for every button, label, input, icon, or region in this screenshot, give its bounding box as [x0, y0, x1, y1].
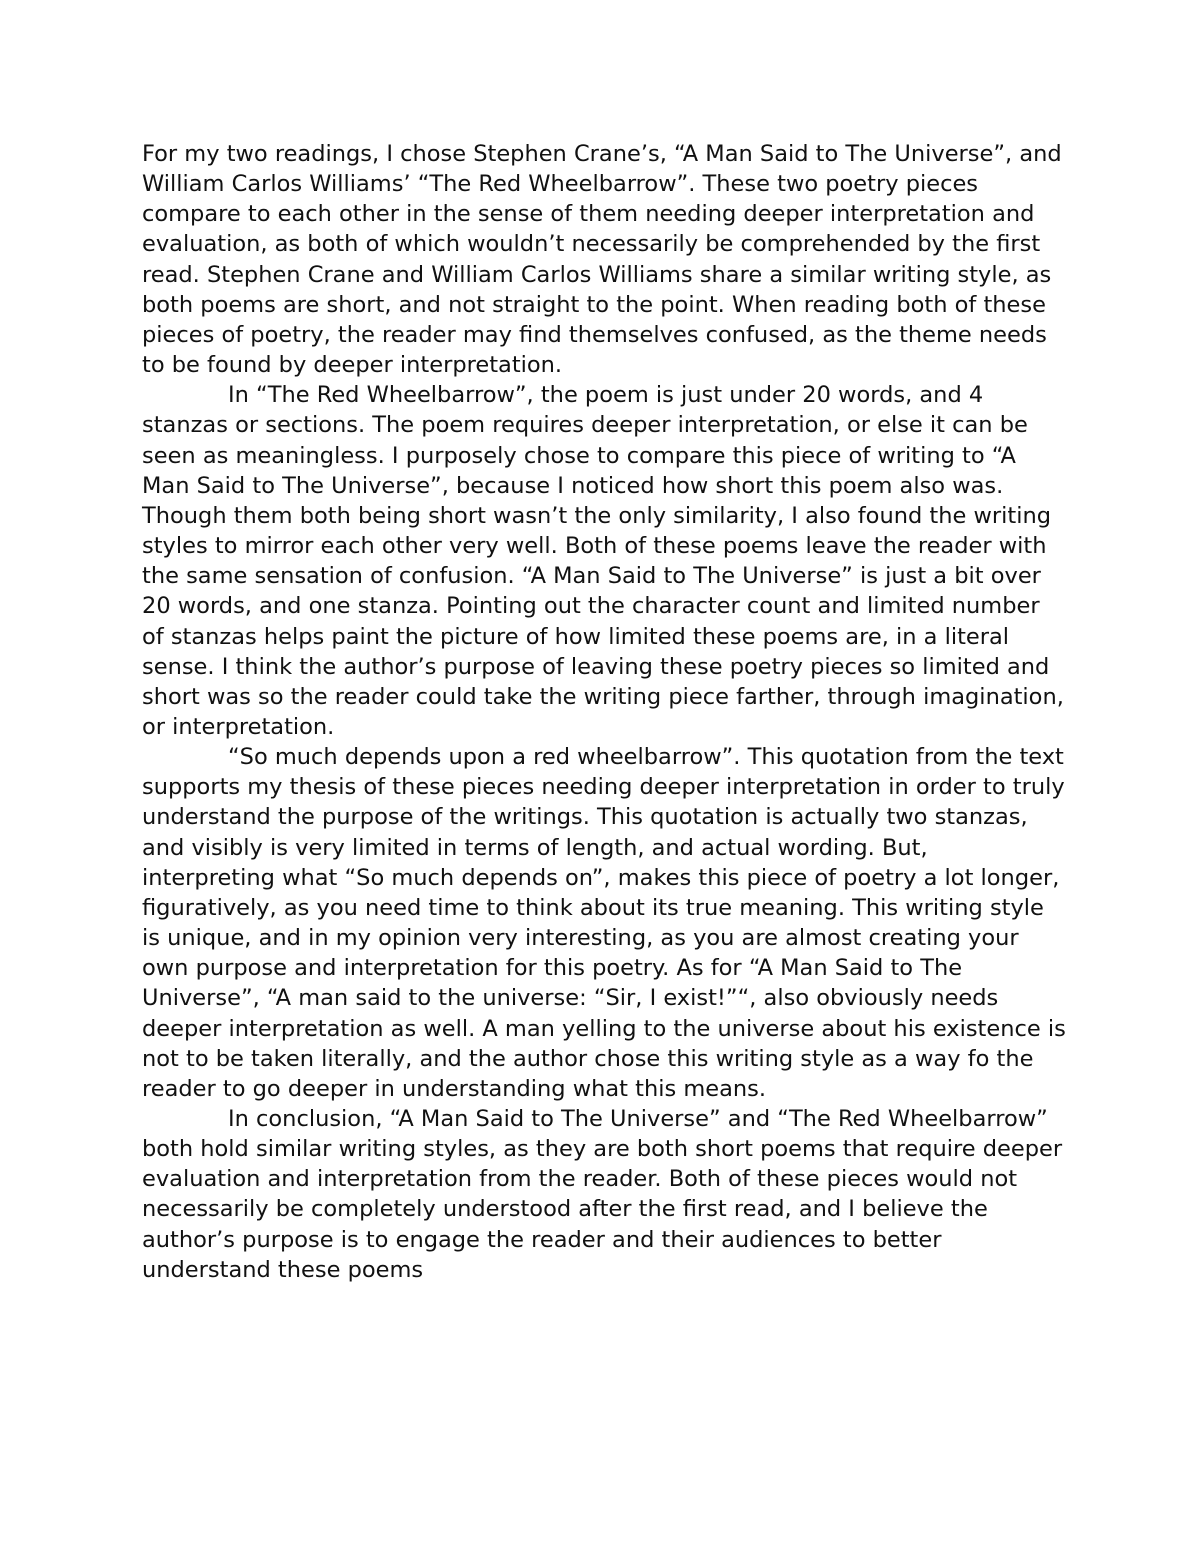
paragraph-conclusion: In conclusion, “A Man Said to The Universe” and “The Red Wheelbarrow” both hold similar writing styles, as they are both short poems that require deeper evaluation and interpretation from the reader. Both of these pieces would not necessarily be completely understood after the first read, and I believe the author’s purpose is to engage the reader and their audiences to better understand these poems — [142, 1106, 1063, 1283]
essay-body — [142, 139, 1067, 1285]
paragraph-quotation: “So much depends upon a red wheelbarrow”. This quotation from the text supports my thesis of these pieces needing deeper interpretation in order to truly understand the purpose of the writings. This quotation is actually two stanzas, and visibly is very limited in terms of length, and actual wording. But, interpreting what “So much depends on”, makes this piece of poetry a lot longer, figuratively, as you need time to think about its true meaning. This writing style is unique, and in my opinion very interesting, as you are almost creating your own purpose and interpretation for this poetry. As for “A Man Said to The Universe”, “A man said to the universe: “Sir, I exist!”“, also obviously needs deeper interpretation as well. A man yelling to the universe about his existence is not to be taken literally, and the author chose this writing style as a way fo the reader to go deeper in understanding what this means. — [142, 744, 1066, 1102]
paragraph-intro: For my two readings, I chose Stephen Crane’s, “A Man Said to The Universe”, and William Carlos Williams’ “The Red Wheelbarrow”. These two poetry pieces compare to each other in the sense of them needing deeper interpretation and evaluation, as both of which wouldn’t necessarily be comprehended by the first read. Stephen Crane and William Carlos Williams share a similar writing style, as both poems are short, and not straight to the point. When reading both of these pieces of poetry, the reader may find themselves confused, as the theme needs to be found by deeper interpretation. — [142, 141, 1062, 379]
paragraph-red-wheelbarrow: In “The Red Wheelbarrow”, the poem is just under 20 words, and 4 stanzas or sections. The poem requires deeper interpretation, or else it can be seen as meaningless. I purposely chose to compare this piece of writing to “A Man Said to The Universe”, because I noticed how short this poem also was. Though them both being short wasn’t the only similarity, I also found the writing styles to mirror each other very well. Both of these poems leave the reader with the same sensation of confusion. “A Man Said to The Universe” is just a bit over 20 words, and one stanza. Pointing out the character count and limited number of stanzas helps paint the picture of how limited these poems are, in a literal sense. I think the author’s purpose of leaving these poetry pieces so limited and short was so the reader could take the writing piece farther, through imagination, or interpretation. — [142, 382, 1064, 740]
